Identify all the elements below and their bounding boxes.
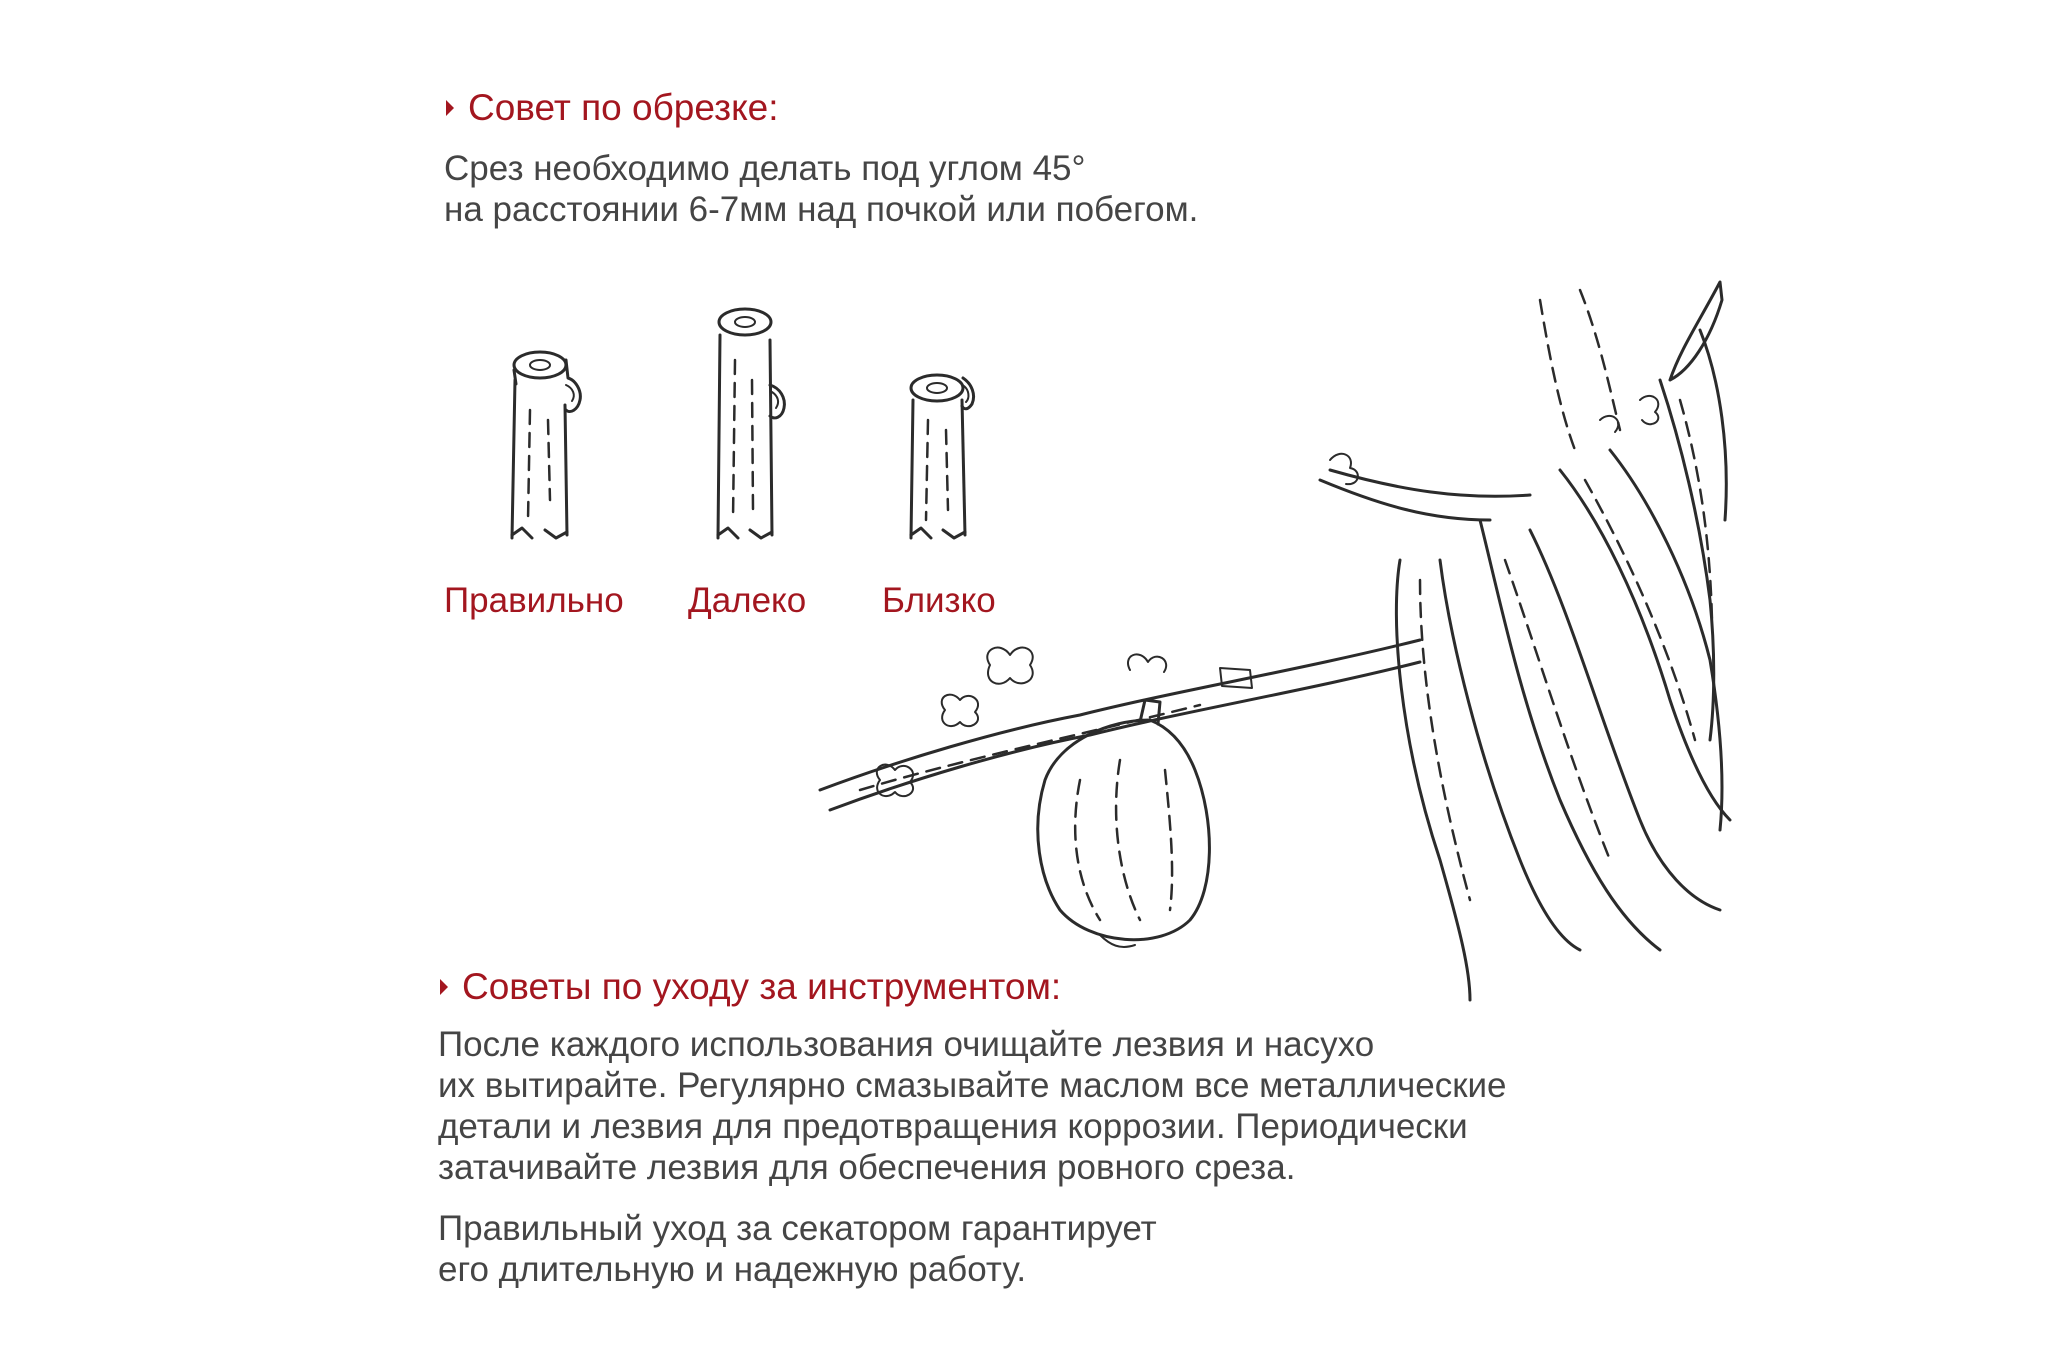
- care-heading-text: Советы по уходу за инструментом:: [462, 966, 1062, 1007]
- triangle-bullet-icon: [438, 977, 450, 997]
- pruning-heading-text: Совет по обрезке:: [468, 87, 779, 128]
- care-p1-line-2: их вытирайте. Регулярно смазывайте маслом все металлические: [438, 1066, 1507, 1105]
- label-far: Далеко: [688, 581, 807, 620]
- care-p2-line-1: Правильный уход за секатором гарантирует: [438, 1209, 1157, 1248]
- care-p1-line-1: После каждого использования очищайте лезвия и насухо: [438, 1025, 1375, 1064]
- care-paragraph-2: [438, 1208, 1157, 1290]
- twig-close-illustration: [911, 375, 974, 538]
- twig-correct-illustration: [512, 352, 580, 538]
- label-correct: Правильно: [444, 581, 624, 620]
- kiwi-vine-illustration: [820, 282, 1730, 1000]
- care-heading: [438, 965, 1061, 1009]
- twig-far-illustration: [718, 309, 784, 538]
- care-p2-line-2: его длительную и надежную работу.: [438, 1250, 1027, 1289]
- care-paragraph-1: [438, 1024, 1507, 1188]
- pruning-line-2: на расстоянии 6-7мм над почкой или побегом.: [444, 190, 1199, 229]
- pruning-line-1: Срез необходимо делать под углом 45°: [444, 149, 1086, 188]
- care-p1-line-4: затачивайте лезвия для обеспечения ровного среза.: [438, 1148, 1296, 1187]
- care-p1-line-3: детали и лезвия для предотвращения коррозии. Периодически: [438, 1107, 1468, 1146]
- label-close: Близко: [882, 581, 996, 620]
